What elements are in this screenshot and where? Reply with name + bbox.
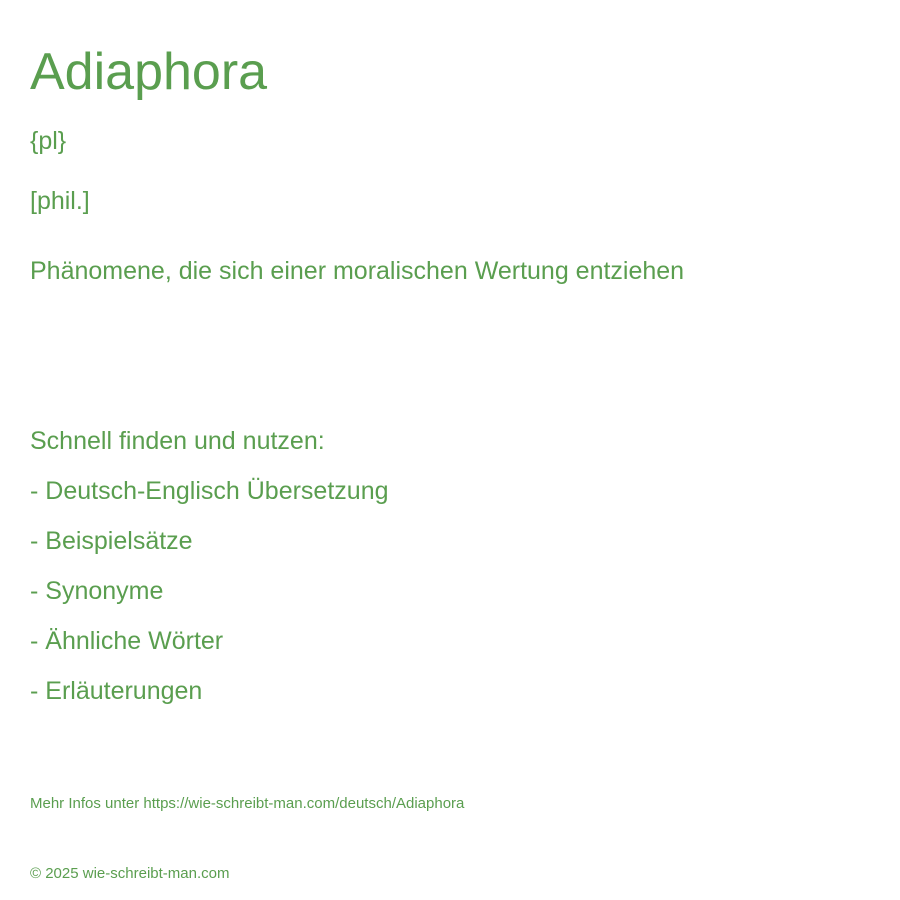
feature-item-example-sentences: - Beispielsätze [30,527,193,555]
feature-item-translation: - Deutsch-Englisch Übersetzung [30,477,389,505]
feature-item-explanations: - Erläuterungen [30,677,203,705]
features-list [30,476,389,726]
subject-field-tag: [phil.] [30,187,90,215]
grammar-tag: {pl} [30,127,67,155]
word-title: Adiaphora [30,43,268,101]
features-heading: Schnell finden und nutzen: [30,427,325,455]
feature-item-synonyms: - Synonyme [30,577,164,605]
more-info-text: Mehr Infos unter https://wie-schreibt-man.com/deutsch/Adiaphora [30,795,465,812]
feature-item-similar-words: - Ähnliche Wörter [30,627,224,655]
definition-text: Phänomene, die sich einer moralischen Wertung entziehen [30,257,685,285]
copyright-text: © 2025 wie-schreibt-man.com [30,865,230,882]
